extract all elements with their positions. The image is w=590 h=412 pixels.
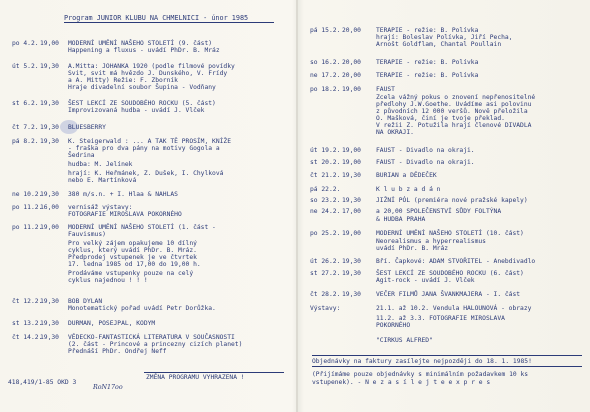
schedule-text: Bří. Čapkové: ADAM STVOŘITEL - Anebdivadlo (376, 258, 536, 265)
schedule-text: cyklus, který uvádí PhDr. B. Mráz. (68, 247, 197, 254)
schedule-text: "CIRKUS ALFRED" (376, 337, 433, 344)
schedule-time: 19,00 (342, 147, 361, 154)
schedule-text: FAUST - Divadlo na okraji. (376, 159, 475, 166)
schedule-text: Improvizovaná hudba - uvádí J. Vlček (68, 107, 205, 114)
schedule-date: st 6.2. (12, 100, 39, 107)
schedule-text: BLUESBERRY (68, 124, 106, 131)
schedule-text: 21.1. až 10.2. Vendula HALOUNOVÁ - obrazy (376, 305, 532, 312)
order-notice-underline (312, 366, 582, 367)
schedule-text: 11.2. až 3.3. FOTOGRAFIE MIROSLAVA (376, 315, 505, 322)
schedule-text: TERAPIE - režie: B. Polívka (376, 27, 479, 34)
schedule-time: 19,00 (342, 86, 361, 93)
schedule-text: předlohy J.W.Goethe. Uvádíme asi polovinu (376, 101, 532, 108)
schedule-text: Přednáší PhDr. Ondřej Neff (68, 348, 167, 355)
schedule-text: & HUDBA PRAHA (376, 216, 426, 223)
schedule-text: hrají: Boleslav Polívka, Jiří Pecha, (376, 34, 513, 41)
schedule-text: Agit-rock - uvádí J. Vlček (376, 277, 475, 284)
schedule-text: ŠEST LEKCÍ ZE SOUDOBÉHO ROCKU (6. část) (376, 270, 524, 277)
schedule-text: K. Steigerwald : ... A TAK TĚ PROSÍM, KNÍŽE (68, 138, 232, 145)
schedule-time: 20,00 (342, 59, 361, 66)
schedule-time: 19,30 (342, 172, 361, 179)
schedule-time: 19,00 (342, 159, 361, 166)
schedule-date: ne 24.2. (310, 208, 341, 215)
order-notice-express: vstupenek). - N e z a s í l e j t e e x p r e s (312, 379, 491, 386)
schedule-text: ŠEST LEKCÍ ZE SOUDOBÉHO ROCKU (5. část) (68, 100, 216, 107)
schedule-text: 17. ledna 1985 od 17,00 do 19,00 h. (68, 261, 201, 268)
schedule-text: MODERNÍ UMĚNÍ NAŠEHO STOLETÍ (1. část - (68, 224, 216, 231)
schedule-text: - fraška pro dva pány na motivy Gogola a (68, 145, 220, 152)
schedule-text: hudba: M. Jelínek (68, 161, 133, 168)
schedule-text: FOTOGRAFIE MIROSLAVA POKORNÉHO (68, 211, 182, 218)
schedule-date: čt 14.2. (12, 334, 43, 341)
schedule-date: st 27.2. (310, 270, 341, 277)
schedule-text: TERAPIE - režie: B. Polívka (376, 72, 479, 79)
title-underline (64, 22, 274, 23)
schedule-text: hrají: K. Heřmánek, Z. Dušek, I. Chylková (68, 170, 224, 177)
schedule-text: Pro velký zájem opakujeme 10 dílný (68, 240, 197, 247)
schedule-text: Zcela vážný pokus o znovení nepřenositelné (376, 94, 536, 101)
schedule-time: 20,00 (342, 72, 361, 79)
schedule-date: Výstavy: (310, 305, 341, 312)
schedule-time: 19,30 (40, 100, 59, 107)
schedule-date: pá 15.2. (310, 27, 341, 34)
schedule-text: JIŽNÍ PÓL (premiéra nové pražské kapely) (376, 197, 528, 204)
schedule-time: 19,30 (40, 334, 59, 341)
schedule-date: út 19.2. (310, 147, 341, 154)
schedule-text: MODERNÍ UMĚNÍ NAŠEHO STOLETÍ (9. část) (68, 40, 213, 47)
schedule-text: (2. část - Princové a princezny cizích planet) (68, 341, 243, 348)
schedule-time: 19,30 (342, 270, 361, 277)
schedule-time: 19,00 (342, 230, 361, 237)
schedule-text: NA OKRAJI. (376, 129, 414, 136)
change-notice: ZMĚNA PROGRAMU VYHRAZENA ! (146, 374, 245, 381)
schedule-time: 19,30 (40, 138, 59, 145)
schedule-text: POKORNÉHO (376, 322, 411, 329)
schedule-time: 19,30 (40, 298, 59, 305)
schedule-text: Neorealismus a hyperrealismus (376, 238, 486, 245)
order-notice-deadline: Objednávky na faktury zasílejte nejpozději do 18. 1. 1985! (312, 358, 532, 365)
schedule-date: so 23.2. (310, 197, 341, 204)
schedule-date: pá 8.2. (12, 138, 39, 145)
schedule-time: 19,30 (40, 63, 59, 70)
schedule-text: VĚDECKO-FANTASTICKÁ LITERATURA V SOUČASNOSTI (68, 334, 235, 341)
schedule-text: TERAPIE - režie: B. Polívka (376, 59, 479, 66)
schedule-time: 17,00 (342, 208, 361, 215)
schedule-text: VEČER FILMŮ JANA ŠVANKMAJERA - I. část (376, 291, 521, 298)
order-notice-rule (312, 355, 582, 356)
schedule-time: 19,30 (40, 320, 59, 327)
schedule-text: Happening a fluxus - uvádí PhDr. B. Mráz (68, 47, 220, 54)
handwritten-code: RoN17oo (93, 384, 123, 391)
schedule-text: Svit, svit má hvězdo J. Dunského, V. Frídy (68, 70, 228, 77)
schedule-text: cyklus najednou ! ! ! (68, 277, 148, 284)
schedule-date: so 16.2. (310, 59, 341, 66)
schedule-text: A.Mitta: JOHANKA 1920 (podle filmové povídky (68, 63, 235, 70)
schedule-date: st 13.2. (12, 320, 43, 327)
schedule-text: nebo E. Martínková (68, 177, 137, 184)
schedule-text: Hraje divadelní soubor Šupina - Vodňany (68, 84, 216, 91)
schedule-date: po 11.2. (12, 224, 43, 231)
schedule-time: 19,30 (342, 291, 361, 298)
schedule-time: 19,30 (40, 124, 59, 131)
schedule-time: 19,00 (40, 40, 59, 47)
schedule-date: út 26.2. (310, 258, 341, 265)
schedule-date: ne 17.2. (310, 72, 341, 79)
schedule-text: K l u b z a d á n (376, 186, 441, 193)
change-notice-line (144, 372, 284, 373)
schedule-text: uvádí PhDr. B. Mráz (376, 245, 449, 252)
page-fold (296, 0, 298, 412)
schedule-text: Předprodej vstupenek je ve čtvrtek (68, 254, 197, 261)
schedule-text: a A. Mitty) Režie: F. Zborník (68, 77, 178, 84)
schedule-text: Monotematický pořad uvádí Petr Dorůžka. (68, 305, 216, 312)
schedule-date: po 18.2. (310, 86, 341, 93)
schedule-text: Prodáváme vstupenky pouze na celý (68, 270, 194, 277)
order-notice-minimum: (Přijímáme pouze objednávky s minimálním požadavkem 10 ks (312, 371, 529, 378)
schedule-time: 19,30 (40, 191, 59, 198)
schedule-time: 20,00 (342, 27, 361, 34)
schedule-text: 380 m/s.n. + I. Hlaa & NAHLAS (68, 191, 178, 198)
schedule-date: čt 7.2. (12, 124, 39, 131)
print-code: 418,419/1-85 OKD 3 (8, 379, 77, 386)
schedule-date: po 25.2. (310, 230, 341, 237)
schedule-text: DURMAN, POSEJPAL, KODYM (68, 320, 156, 327)
schedule-text: z původních 12 000 veršů. Nově přeložila (376, 108, 528, 115)
schedule-text: Šedrina (68, 152, 95, 159)
schedule-text: FAUST (376, 86, 395, 93)
schedule-text: BOB DYLAN (68, 298, 103, 305)
schedule-date: čt 28.2. (310, 291, 341, 298)
schedule-date: čt 21.2. (310, 172, 341, 179)
schedule-date: pá 22.2. (310, 186, 341, 193)
schedule-time: 16,00 (40, 204, 59, 211)
schedule-text: MODERNÍ UMĚNÍ NAŠEHO STOLETÍ (10. část) (376, 230, 524, 237)
schedule-date: út 5.2. (12, 63, 39, 70)
schedule-date: ne 10.2. (12, 191, 43, 198)
schedule-date: st 20.2. (310, 159, 341, 166)
schedule-text: Arnošt Goldflam, Chantal Poullain (376, 41, 502, 48)
schedule-time: 19,00 (40, 224, 59, 231)
schedule-date: čt 12.2. (12, 298, 43, 305)
schedule-text: a 20,00 SPOLEČENSTVÍ SŮDY FOLTÝNA (376, 208, 502, 215)
schedule-text: FAUST - Divadlo na okraji. (376, 147, 475, 154)
schedule-text: BURIAN a DĚDEČEK (376, 172, 437, 179)
schedule-time: 19,30 (342, 197, 361, 204)
schedule-time: 19,30 (342, 258, 361, 265)
schedule-text: O. Mašková, činí je tvoje překlad. (376, 115, 505, 122)
schedule-text: vernisáž výstavy: (68, 204, 133, 211)
program-title: Program JUNIOR KLUBU NA CHMELNICI - únor 1985 (64, 14, 249, 22)
schedule-date: po 4.2. (12, 40, 39, 47)
schedule-text: V režii Z. Potužila hrají členové DIVADLA (376, 122, 532, 129)
schedule-text: Fauvismus) (68, 231, 106, 238)
schedule-date: po 11.2. (12, 204, 43, 211)
